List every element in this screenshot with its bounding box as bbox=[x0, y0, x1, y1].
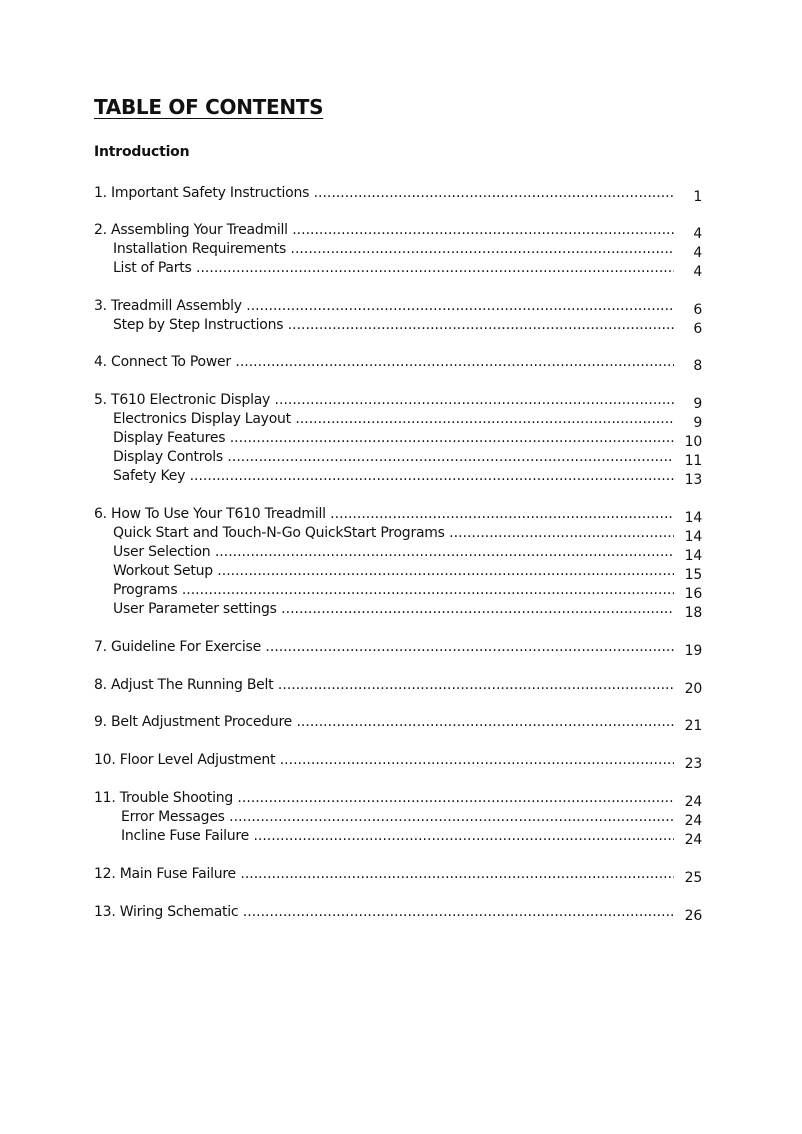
page-title: TABLE OF CONTENTS bbox=[94, 95, 324, 119]
toc-entry-page-number: 14 bbox=[684, 510, 702, 526]
toc-entry-page-number: 20 bbox=[684, 681, 702, 697]
toc-entry-page-number: 16 bbox=[684, 586, 702, 602]
toc-entry-page-number: 21 bbox=[684, 718, 702, 734]
toc-entry-label: 13. Wiring Schematic ..... bbox=[94, 903, 674, 921]
toc-entry-label: Electronics Display Layout ..... bbox=[113, 410, 674, 428]
toc-entry-label: 2. Assembling Your Treadmill ..... bbox=[94, 221, 674, 239]
toc-entry-page-number: 8 bbox=[693, 358, 702, 374]
toc-entry-page-number: 13 bbox=[684, 472, 702, 488]
toc-entry-label: 10. Floor Level Adjustment ..... bbox=[94, 751, 674, 769]
toc-entry-page-number: 14 bbox=[684, 548, 702, 564]
toc-entry bbox=[0, 865, 802, 886]
toc-entry-page-number: 24 bbox=[684, 794, 702, 810]
toc-entry bbox=[0, 676, 802, 697]
toc-entry-page-number: 1 bbox=[693, 189, 702, 205]
toc-entry-label: Display Features ..... bbox=[113, 429, 674, 447]
toc-entry-page-number: 23 bbox=[684, 756, 702, 772]
toc-entry bbox=[0, 903, 802, 924]
toc-entry bbox=[0, 581, 802, 602]
toc-entry bbox=[0, 297, 802, 318]
toc-entry bbox=[0, 353, 802, 374]
toc-entry-page-number: 4 bbox=[693, 226, 702, 242]
toc-entry-label: 9. Belt Adjustment Procedure ..... bbox=[94, 713, 674, 731]
toc-entry-label: 4. Connect To Power ..... bbox=[94, 353, 674, 371]
toc-entry-label: Incline Fuse Failure ..... bbox=[121, 827, 674, 845]
toc-entry bbox=[0, 410, 802, 431]
toc-entry-label: Error Messages ..... bbox=[121, 808, 674, 826]
toc-entry-page-number: 6 bbox=[693, 321, 702, 337]
toc-entry bbox=[0, 240, 802, 261]
toc-entry-label: 1. Important Safety Instructions ..... bbox=[94, 184, 674, 202]
toc-entry-page-number: 11 bbox=[684, 453, 702, 469]
toc-entry-label: Programs ..... bbox=[113, 581, 674, 599]
toc-entry bbox=[0, 638, 802, 659]
toc-entry-page-number: 10 bbox=[684, 434, 702, 450]
toc-entry-page-number: 4 bbox=[693, 245, 702, 261]
toc-entry bbox=[0, 562, 802, 583]
toc-entry-page-number: 24 bbox=[684, 832, 702, 848]
toc-entry-page-number: 6 bbox=[693, 302, 702, 318]
toc-entry-label: 5. T610 Electronic Display ..... bbox=[94, 391, 674, 409]
toc-entry-label: Installation Requirements ..... bbox=[113, 240, 674, 258]
toc-entry-label: Safety Key ..... bbox=[113, 467, 674, 485]
toc-entry-label: Display Controls ..... bbox=[113, 448, 674, 466]
toc-entry bbox=[0, 429, 802, 450]
toc-entry-label: 11. Trouble Shooting ..... bbox=[94, 789, 674, 807]
toc-entry-label: Step by Step Instructions ..... bbox=[113, 316, 674, 334]
toc-entry-label: Quick Start and Touch-N-Go QuickStart Programs ..... bbox=[113, 524, 674, 542]
introduction-heading: Introduction bbox=[94, 144, 190, 160]
toc-entry-page-number: 25 bbox=[684, 870, 702, 886]
toc-entry bbox=[0, 751, 802, 772]
toc-entry bbox=[0, 448, 802, 469]
toc-entry-page-number: 9 bbox=[693, 415, 702, 431]
toc-entry-page-number: 24 bbox=[684, 813, 702, 829]
toc-entry bbox=[0, 808, 802, 829]
toc-entry bbox=[0, 524, 802, 545]
toc-entry-page-number: 18 bbox=[684, 605, 702, 621]
toc-entry-page-number: 26 bbox=[684, 908, 702, 924]
toc-entry bbox=[0, 221, 802, 242]
toc-entry-page-number: 9 bbox=[693, 396, 702, 412]
toc-entry-page-number: 4 bbox=[693, 264, 702, 280]
toc-entry bbox=[0, 789, 802, 810]
toc-entry bbox=[0, 600, 802, 621]
toc-entry bbox=[0, 827, 802, 848]
toc-entry-page-number: 14 bbox=[684, 529, 702, 545]
toc-entry-label: 12. Main Fuse Failure ..... bbox=[94, 865, 674, 883]
toc-entry-label: User Selection ..... bbox=[113, 543, 674, 561]
toc-entry bbox=[0, 184, 802, 205]
toc-entry bbox=[0, 259, 802, 280]
toc-entry-label: 6. How To Use Your T610 Treadmill ..... bbox=[94, 505, 674, 523]
toc-entry bbox=[0, 543, 802, 564]
toc-entry-label: 7. Guideline For Exercise ..... bbox=[94, 638, 674, 656]
toc-entry bbox=[0, 505, 802, 526]
toc-entry bbox=[0, 467, 802, 488]
toc-entry-label: User Parameter settings ..... bbox=[113, 600, 674, 618]
toc-entry bbox=[0, 391, 802, 412]
toc-entry-page-number: 15 bbox=[684, 567, 702, 583]
toc-entry-page-number: 19 bbox=[684, 643, 702, 659]
toc-entry-label: List of Parts ..... bbox=[113, 259, 674, 277]
toc-entry bbox=[0, 316, 802, 337]
toc-entry-label: 8. Adjust The Running Belt ..... bbox=[94, 676, 674, 694]
toc-entry-label: 3. Treadmill Assembly ..... bbox=[94, 297, 674, 315]
toc-entry bbox=[0, 713, 802, 734]
toc-entry-label: Workout Setup ..... bbox=[113, 562, 674, 580]
